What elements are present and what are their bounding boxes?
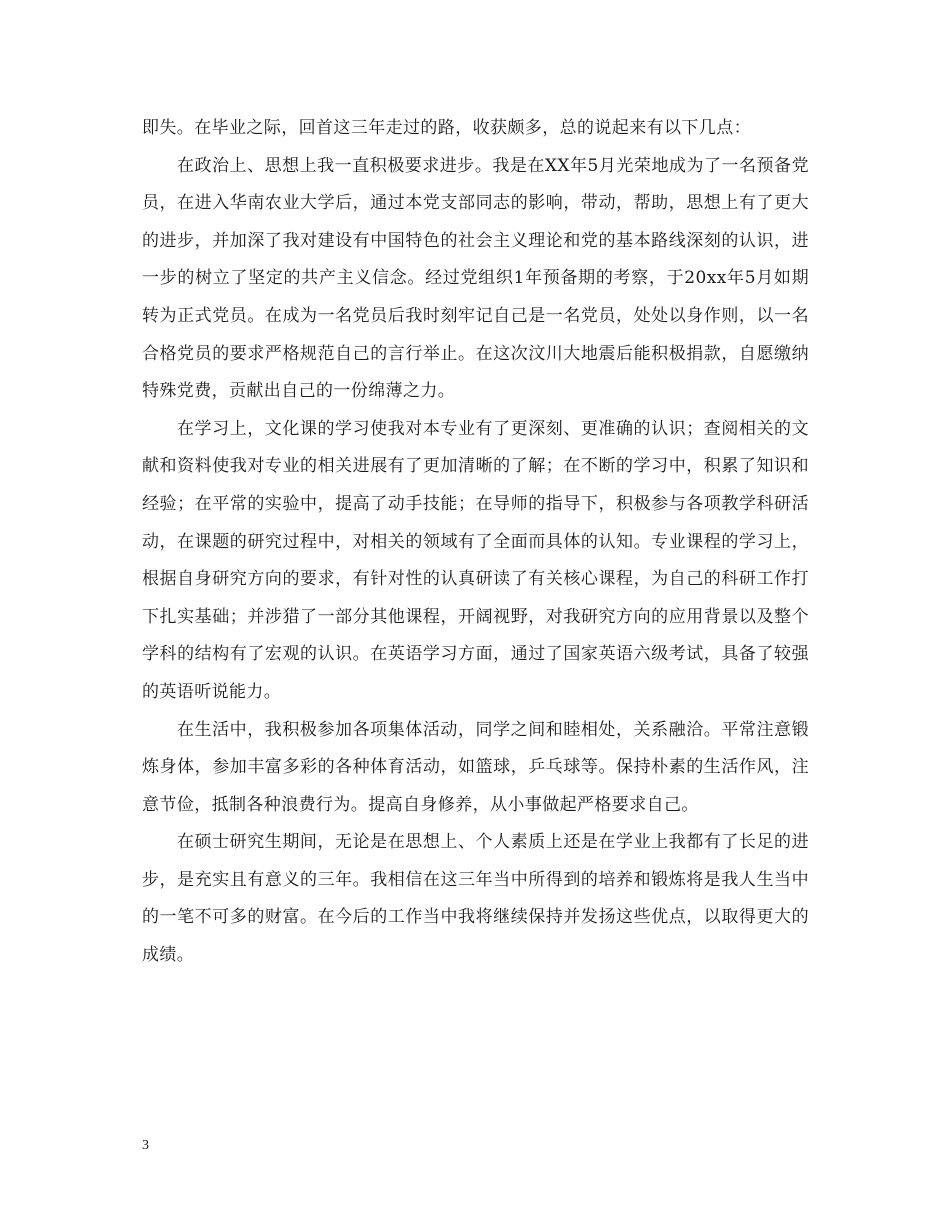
- paragraph-political: 在政治上、思想上我一直积极要求进步。我是在XX年5月光荣地成为了一名预备党员，在进入华南农业大学后，通过本党支部同志的影响，带动，帮助，思想上有了更大的进步，并加深了我对建设有中国特色的社会主义理论和党的基本路线深刻的认识，进一步的树立了坚定的共产主义信念。经过党组织1年预备期的考察，于20xx年5月如期转为正式党员。在成为一名党员后我时刻牢记自己是一名党员，处处以身作则，以一名合格党员的要求严格规范自己的言行举止。在这次汶川大地震后能积极捐款，自愿缴纳特殊党费，贡献出自己的一份绵薄之力。: [142, 155, 809, 402]
- paragraph-summary: 在硕士研究生期间，无论是在思想上、个人素质上还是在学业上我都有了长足的进步，是充实且有意义的三年。我相信在这三年当中所得到的培养和锻炼将是我人生当中的一笔不可多的财富。在今后的工作当中我将继续保持并发扬这些优点，以取得更大的成绩。: [142, 832, 809, 966]
- paragraph-life: 在生活中，我积极参加各项集体活动，同学之间和睦相处，关系融洽。平常注意锻炼身体，参加丰富多彩的各种体育活动，如篮球，乒乓球等。保持朴素的生活作风，注意节俭，抵制各种浪费行为。提高自身修养，从小事做起严格要求自己。: [142, 719, 809, 815]
- paragraph-study: 在学习上，文化课的学习使我对本专业有了更深刻、更准确的认识；查阅相关的文献和资料使我对专业的相关进展有了更加清晰的了解；在不断的学习中，积累了知识和经验；在平常的实验中，提高了动手技能；在导师的指导下，积极参与各项教学科研活动，在课题的研究过程中，对相关的领域有了全面而具体的认知。专业课程的学习上，根据自身研究方向的要求，有针对性的认真研读了有关核心课程，为自己的科研工作打下扎实基础；并涉猎了一部分其他课程，开阔视野，对我研究方向的应用背景以及整个学科的结构有了宏观的认识。在英语学习方面，通过了国家英语六级考试，具备了较强的英语听说能力。: [142, 418, 809, 702]
- document-body: [142, 110, 809, 975]
- page-number: 3: [142, 1138, 149, 1153]
- paragraph-continuation: 即失。在毕业之际，回首这三年走过的路，收获颇多，总的说起来有以下几点：: [142, 118, 751, 138]
